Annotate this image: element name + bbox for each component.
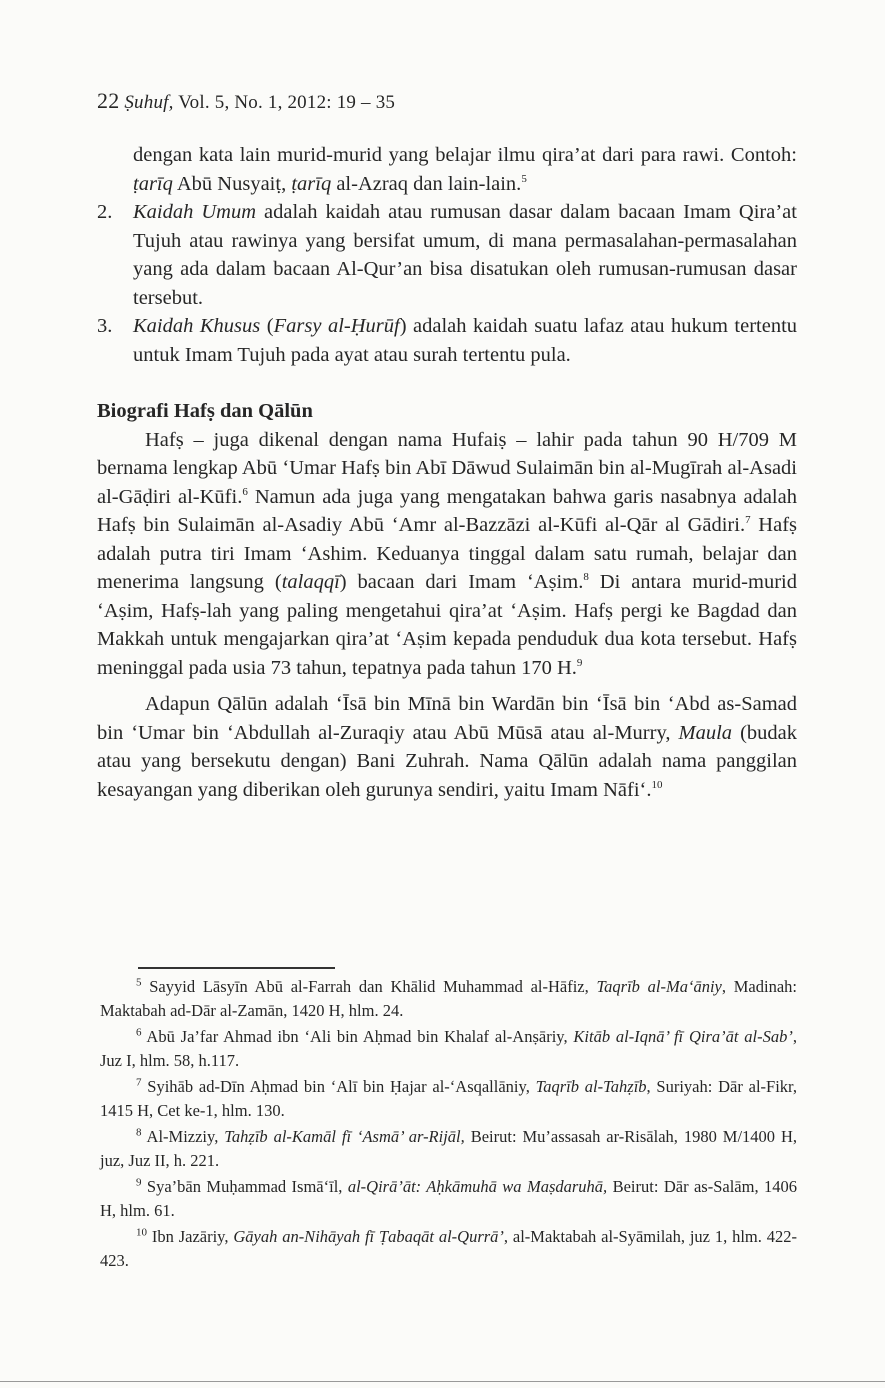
footnote: $^7$ Syihāb ad-Dīn Aḥmad bin ‘Alī bin Ḥajar al-‘Asqallāniy, Taqrīb al-Tahẓīb, Suriyah: Dār al-Fikr, 1415 H, Cet ke-1, hlm. 130.	[100, 1076, 797, 1120]
footnote-ref[interactable]: 8	[583, 571, 589, 584]
list-item: 3. Kaidah Khusus (Farsy al-Ḥurūf) adalah kaidah suatu lafaz atau hukum tertentu untuk Imam Tujuh pada ayat atau surah tertentu pula.	[97, 315, 798, 366]
numbered-list	[97, 141, 797, 369]
footnote: $^9$ Sya’bān Muḥammad Ismā‘īl, al-Qirā’āt: Aḥkāmuhā wa Maṣdaruhā, Beirut: Dār as-Salām, 1406 H, hlm. 61.	[100, 1176, 798, 1220]
footnote: $^{10}$ Ibn Jazāriy, Gāyah an-Nihāyah fī Ṭabaqāt al-Qurrā’, al-Maktabah al-Syāmilah, juz 1, hlm. 422-423.	[100, 1226, 797, 1270]
scan-edge	[0, 1381, 885, 1382]
list-item: 2. Kaidah Umum adalah kaidah atau rumusan dasar dalam bacaan Imam Qira’at Tujuh atau rawinya yang bersifat umum, di mana permasalahan-permasalahan yang ada dalam bacaan Al-Qur’an bisa disatukan oleh rumusan-rumusan dasar tersebut.	[97, 201, 797, 309]
running-head	[97, 88, 395, 114]
footnote: $^8$ Al-Mizziy, Tahẓīb al-Kamāl fī ‘Asmā’ ar-Rijāl, Beirut: Mu’assasah ar-Risālah, 1980 M/1400 H, juz, Juz II, h. 221.	[100, 1126, 797, 1170]
footnote-ref[interactable]: 7	[745, 514, 751, 527]
footnote: $^6$ Abū Ja’far Ahmad ibn ‘Ali bin Aḥmad bin Khalaf al-Anṣāriy, Kitāb al-Iqnā’ fī Qira’āt al-Sab’, Juz I, hlm. 58, h.117.	[100, 1026, 797, 1070]
footnote-ref[interactable]: 5	[521, 172, 527, 185]
footnotes	[100, 975, 797, 1275]
journal-citation: Vol. 5, No. 1, 2012: 19 – 35	[178, 92, 396, 113]
footnote-ref[interactable]: 9	[576, 656, 583, 669]
footnote: $^5$ Sayyid Lāsyīn Abū al-Farrah dan Khālid Muhammad al-Hāfiz, Taqrīb al-Ma‘āniy, Madinah: Maktabah ad-Dār al-Zamān, 1420 H, hlm. 24.	[100, 976, 797, 1020]
footnote-ref[interactable]: 10	[651, 778, 663, 791]
footnote-ref[interactable]: 6	[242, 485, 248, 498]
paragraph: Hafṣ – juga dikenal dengan nama Hufaiṣ – lahir pada tahun 90 H/709 M bernama lengkap Abū ‘Umar Hafṣ bin Abī Dāwud Sulaimān bin al-Mugīrah al-Asadi al-Gāḍiri al-Kūfi.$^6$ Namun ada juga yang mengatakan bahwa garis nasabnya adalah Hafṣ bin Sulaimān al-Asadiy Abū ‘Amr al-Bazzāzi al-Kūfi al-Qār al Gādiri.$^7$ Hafṣ adalah putra tiri Imam ‘Ashim. Keduanya tinggal dalam satu rumah, belajar dan menerima langsung (talaqqī) bacaan dari Imam ‘Aṣim.$^8$ Di antara murid-murid ‘Aṣim, Hafṣ-lah yang paling mengetahui qira’at ‘Aṣim. Hafṣ pergi ke Bagdad dan Makkah untuk mengajarkan qira’at ‘Aṣim kepada penduduk dua kota tersebut. Hafṣ meninggal pada usia 73 tahun, tepatnya pada tahun 170 H.$^9$	[97, 428, 797, 679]
main-text	[97, 141, 797, 804]
section-heading: Biografi Hafṣ dan Qālūn	[97, 400, 313, 422]
list-item-continuation: dengan kata lain murid-murid yang belajar ilmu qira’at dari para rawi. Contoh: ṭarīq Abū Nusyaiṭ, ṭarīq al-Azraq dan lain-lain.$^5$	[133, 144, 797, 195]
page-number: 22	[97, 88, 120, 113]
journal-name: Ṣuhuf,	[124, 92, 174, 113]
paragraph: Adapun Qālūn adalah ‘Īsā bin Mīnā bin Wardān bin ‘Īsā bin ‘Abd as-Samad bin ‘Umar bin ‘Abdullah al-Zuraqiy atau Abū Mūsā atau al-Murry, Maula (budak atau yang bersekutu dengan) Bani Zuhrah. Nama Qālūn adalah nama panggilan kesayangan yang diberikan oleh gurunya sendiri, yaitu Imam Nāfi‘.$^{10}$	[97, 693, 797, 801]
footnote-divider	[138, 967, 335, 969]
